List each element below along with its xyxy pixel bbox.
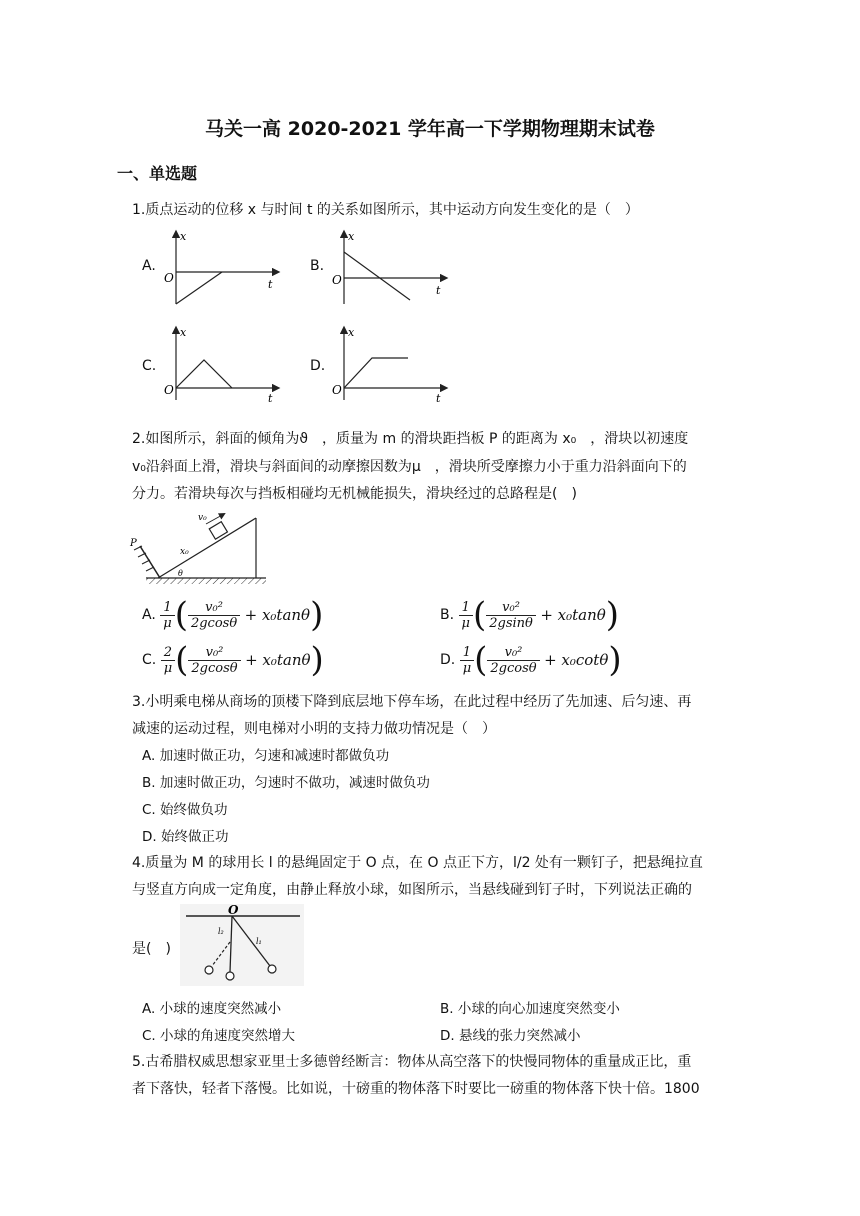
question-3-line-1: 3.小明乘电梯从商场的顶楼下降到底层地下停车场，在此过程中经历了先加速、后匀速、再 — [132, 694, 692, 710]
question-5-line-2: 者下落快，轻者下落慢。比如说，十磅重的物体落下时要比一磅重的物体落下快十倍。1800 — [132, 1081, 700, 1097]
q4-option-d: D. 悬线的张力突然减小 — [440, 1028, 581, 1044]
question-2-line-3: 分力。若滑块每次与挡板相碰均无机械能损失，滑块经过的总路程是( ) — [132, 486, 577, 502]
theta-label: θ — [178, 569, 183, 578]
q2-option-d: D. $\frac{1}{\mu}$ ( $\frac{\text{v₀²}}{2gcos\theta}$ + x₀cotθ) — [440, 640, 622, 680]
axis-t-label: t — [268, 278, 273, 291]
question-4-line-1: 4.质量为 M 的球用长 l 的悬绳固定于 O 点，在 O 点正下方，l/2 处有一颗钉子，把悬绳拉直 — [132, 855, 703, 871]
o-label: O — [228, 904, 239, 917]
question-1-stem: 1.质点运动的位移 x 与时间 t 的关系如图所示，其中运动方向发生变化的是（ ） — [132, 202, 639, 218]
svg-text:t: t — [268, 392, 273, 404]
q3-option-d: D. 始终做正功 — [142, 829, 229, 845]
section-heading: 一、单选题 — [117, 164, 198, 183]
q1-graph-a — [162, 228, 282, 308]
question-2-line-2: v₀沿斜面上滑，滑块与斜面间的动摩擦因数为μ ，滑块所受摩擦力小于重力沿斜面向下的 — [132, 459, 687, 475]
p-label: P — [130, 538, 137, 549]
q4-option-c: C. 小球的角速度突然增大 — [142, 1028, 296, 1044]
q4-option-b: B. 小球的向心加速度突然变小 — [440, 1001, 620, 1017]
q3-option-b: B. 加速时做正功，匀速时不做功，减速时做负功 — [142, 775, 430, 791]
q4-option-a: A. 小球的速度突然减小 — [142, 1001, 282, 1017]
q1-option-a-label: A. — [142, 258, 156, 274]
v0-label: v₀ — [198, 513, 207, 523]
q1-option-c-label: C. — [142, 358, 157, 374]
origin-label: O — [164, 271, 174, 285]
q2-option-b: B. $\frac{1}{\mu}$ ( $\frac{\text{v₀²}}{2gsin\theta}$ + x₀tanθ) — [440, 595, 620, 635]
q1-option-b-label: B. — [310, 258, 325, 274]
x0-label: x₀ — [180, 547, 189, 557]
svg-text:t: t — [436, 284, 441, 297]
q2-incline-figure — [128, 506, 273, 588]
l1-label: l₁ — [256, 937, 262, 946]
q4-pendulum-figure — [180, 904, 304, 986]
axis-x-label: x — [180, 230, 187, 243]
question-4-line-2: 与竖直方向成一定角度，由静止释放小球，如图所示，当悬线碰到钉子时，下列说法正确的 — [132, 882, 692, 898]
q1-graph-b — [330, 228, 450, 308]
svg-text:x: x — [180, 326, 187, 339]
svg-text:x: x — [348, 326, 355, 339]
q1-graph-c — [162, 324, 282, 404]
q2-option-a: A. $\frac{1}{\mu}$ ( $\frac{\text{v₀²}}{2gcos\theta}$ + x₀tanθ) — [142, 595, 324, 635]
svg-text:O: O — [164, 383, 174, 397]
question-5-line-1: 5.古希腊权威思想家亚里士多德曾经断言：物体从高空落下的快慢同物体的重量成正比，重 — [132, 1054, 692, 1070]
svg-text:O: O — [332, 273, 342, 287]
q3-option-c: C. 始终做负功 — [142, 802, 228, 818]
svg-text:O: O — [332, 383, 342, 397]
q1-option-d-label: D. — [310, 358, 326, 374]
q2-option-c: C. $\frac{2}{\mu}$ ( $\frac{\text{v₀²}}{2gcos\theta}$ + x₀tanθ) — [142, 640, 324, 680]
q1-graph-d — [330, 324, 450, 404]
question-2-line-1: 2.如图所示，斜面的倾角为ϑ ，质量为 m 的滑块距挡板 P 的距离为 x₀ ，滑块以初速度 — [132, 431, 689, 447]
svg-text:t: t — [436, 392, 441, 404]
l2-label: l₂ — [218, 927, 224, 936]
page-title: 马关一高 2020-2021 学年高一下学期物理期末试卷 — [205, 118, 655, 140]
svg-text:x: x — [348, 230, 355, 243]
question-3-line-2: 减速的运动过程，则电梯对小明的支持力做功情况是（ ） — [132, 721, 496, 737]
question-4-line-3: 是( ) — [132, 941, 171, 957]
q3-option-a: A. 加速时做正功，匀速和减速时都做负功 — [142, 748, 390, 764]
